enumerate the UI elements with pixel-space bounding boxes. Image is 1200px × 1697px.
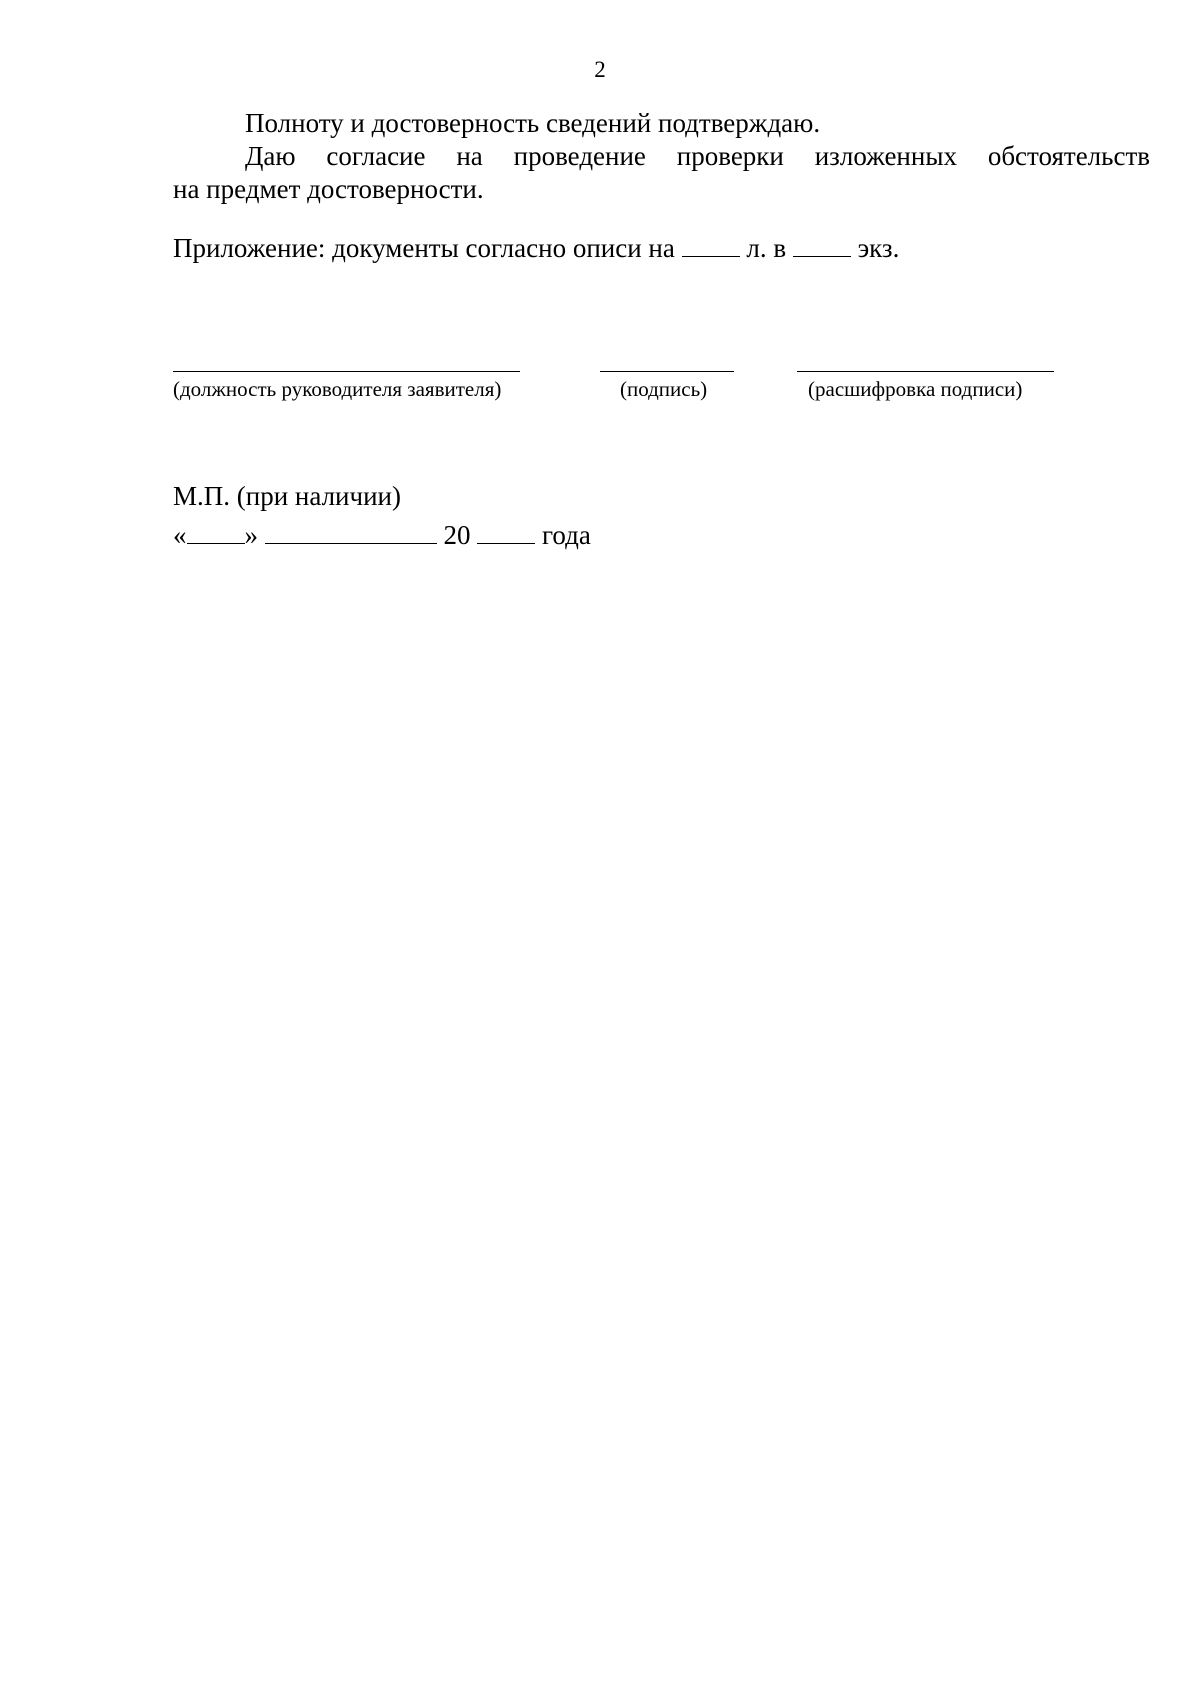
position-caption: (должность руководителя заявителя) [173,377,502,401]
confirmation-text: Полноту и достоверность сведений подтверждаю. [245,108,821,138]
year-field[interactable] [477,521,535,544]
day-field[interactable] [187,521,245,544]
consent-text-line2: на предмет достоверности. [173,174,484,204]
signature-decoding-caption: (расшифровка подписи) [808,377,1023,401]
sheets-count-field[interactable] [682,234,740,257]
date-line [173,520,591,551]
consent-text-line1: Даю согласие на проведение проверки изложенных обстоятельств [245,141,1150,171]
position-signature-line[interactable] [173,371,520,372]
copies-count-field[interactable] [793,234,851,257]
copies-unit: экз. [857,233,900,263]
seal-label: М.П. (при наличии) [173,481,401,511]
year-century: 20 [443,520,471,550]
signature-line[interactable] [600,371,734,372]
month-field[interactable] [265,521,437,544]
page-number: 2 [594,57,606,82]
signature-decoding-line[interactable] [797,371,1054,372]
open-quote: « [173,520,187,550]
year-suffix: года [542,520,591,550]
attachment-prefix: Приложение: документы согласно описи на [173,233,675,263]
sheets-unit: л. в [746,233,787,263]
close-quote: » [244,520,258,550]
signature-caption: (подпись) [620,377,708,401]
attachment-line [173,233,899,264]
